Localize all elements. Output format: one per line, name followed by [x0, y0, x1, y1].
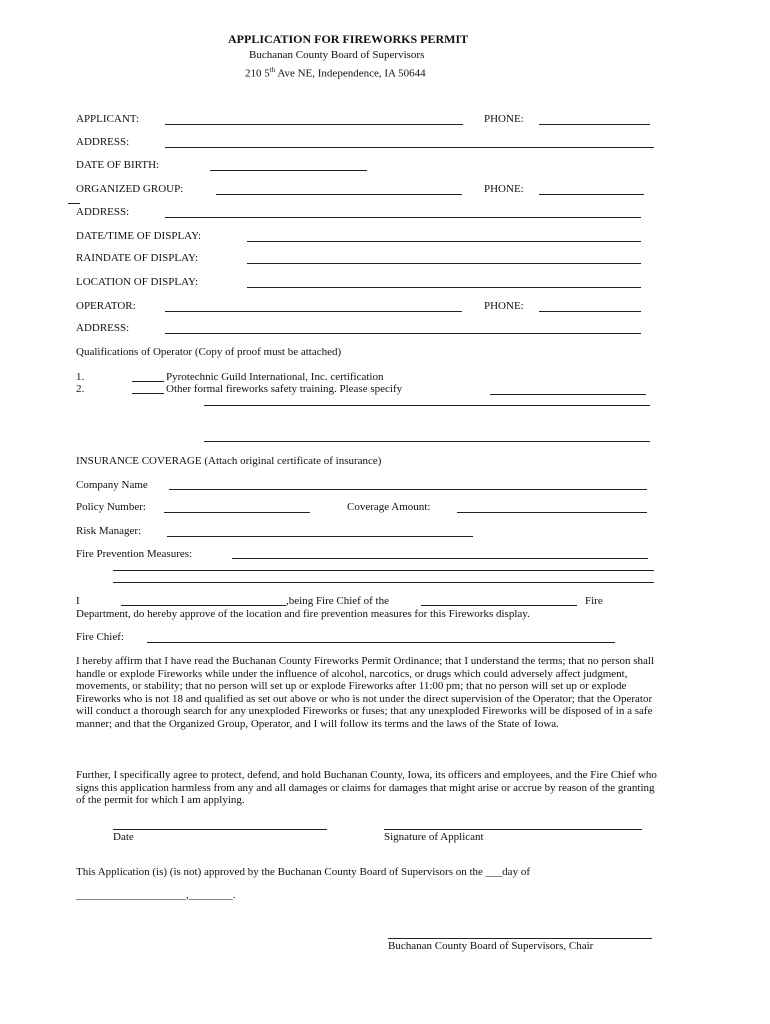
operator-phone-label: PHONE: — [484, 300, 524, 312]
location-display-field[interactable] — [247, 287, 641, 288]
policy-number-field[interactable] — [164, 512, 310, 513]
organized-group-field[interactable] — [216, 194, 462, 195]
organized-group-label: ORGANIZED GROUP: — [76, 183, 184, 195]
approval-statement: This Application (is) (is not) approved by the Buchanan County Board of Supervisors on the ___day of — [76, 866, 530, 878]
chief-being-text: ,being Fire Chief of the — [286, 595, 389, 607]
stray-mark — [68, 203, 80, 204]
applicant-field[interactable] — [165, 124, 463, 125]
applicant-address-field[interactable] — [165, 147, 654, 148]
applicant-label: APPLICANT: — [76, 113, 140, 125]
qual-item-2-number: 2. — [76, 383, 85, 395]
indemnity-paragraph: Further, I specifically agree to protect, defend, and hold Buchanan County, Iowa, its officers and employees, and the Fire Chief who signs this application harmless from any and all damages or claims for damages that might arise or accrue by reason of the granting of the permit for which I am applying. — [76, 769, 657, 807]
company-name-field[interactable] — [169, 489, 647, 490]
chief-name-field[interactable] — [121, 605, 286, 606]
date-signature-line[interactable] — [113, 829, 327, 830]
fire-prevention-line-3[interactable] — [113, 582, 654, 583]
fire-chief-label: Fire Chief: — [76, 631, 124, 643]
date-caption: Date — [113, 831, 134, 843]
qual-item-1-number: 1. — [76, 371, 85, 383]
applicant-address-label: ADDRESS: — [76, 136, 130, 148]
raindate-display-label: RAINDATE OF DISPLAY: — [76, 252, 199, 264]
group-phone-label: PHONE: — [484, 183, 524, 195]
chair-caption: Buchanan County Board of Supervisors, Chair — [388, 940, 594, 952]
operator-address-label: ADDRESS: — [76, 322, 130, 334]
applicant-phone-label: PHONE: — [484, 113, 524, 125]
chief-i: I — [76, 595, 80, 607]
operator-field[interactable] — [165, 311, 462, 312]
board-address: 210 5th Ave NE, Independence, IA 50644 — [245, 66, 426, 80]
qual-item-1-check[interactable] — [132, 381, 164, 382]
group-phone-field[interactable] — [539, 194, 644, 195]
qualifications-heading: Qualifications of Operator (Copy of proof must be attached) — [76, 346, 342, 358]
operator-phone-field[interactable] — [539, 311, 641, 312]
operator-address-field[interactable] — [165, 333, 641, 334]
qual-specify-field[interactable] — [490, 394, 646, 395]
qual-item-2-text: Other formal fireworks safety training. Please specify — [166, 383, 403, 395]
policy-number-label: Policy Number: — [76, 501, 146, 513]
coverage-amount-label: Coverage Amount: — [347, 501, 431, 513]
affirmation-paragraph: I hereby affirm that I have read the Buchanan County Fireworks Permit Ordinance; that I understand the terms; that no person shall handle or explode Fireworks while under the influence of alcohol, narcotics, or drugs which could adversely affect judgment, movements, or stability; that no person will set up or explode Fireworks after 11:00 pm; that no person will set up or explode Fireworks who is not 18 and qualified as set out above or who is not under the direct supervision of the Operator; that the Operator will conduct a thorough search for any unexploded Fireworks or fuses; that any unexploded Fireworks will be disposed of in a safe manner; and that the Organized Group, Operator, and I will follow its terms and the laws of the State of Iowa. — [76, 655, 655, 730]
chief-department-statement: Department, do hereby approve of the location and fire prevention measures for this Fireworks display. — [76, 608, 530, 620]
insurance-heading: INSURANCE COVERAGE (Attach original certificate of insurance) — [76, 455, 382, 467]
datetime-display-label: DATE/TIME OF DISPLAY: — [76, 230, 202, 242]
applicant-signature-line[interactable] — [384, 829, 642, 830]
raindate-display-field[interactable] — [247, 263, 641, 264]
operator-label: OPERATOR: — [76, 300, 136, 312]
company-name-label: Company Name — [76, 479, 148, 491]
group-address-field[interactable] — [165, 217, 641, 218]
fire-prevention-field[interactable] — [232, 558, 648, 559]
chair-signature-line[interactable] — [388, 938, 652, 939]
qual-specify-line-3[interactable] — [204, 441, 650, 442]
chief-fire-text: Fire — [585, 595, 603, 607]
applicant-signature-caption: Signature of Applicant — [384, 831, 484, 843]
qual-specify-line-2[interactable] — [204, 405, 650, 406]
location-display-label: LOCATION OF DISPLAY: — [76, 276, 199, 288]
datetime-display-field[interactable] — [247, 241, 641, 242]
dob-label: DATE OF BIRTH: — [76, 159, 160, 171]
coverage-amount-field[interactable] — [457, 512, 647, 513]
board-name: Buchanan County Board of Supervisors — [249, 49, 425, 61]
fire-prevention-label: Fire Prevention Measures: — [76, 548, 193, 560]
fire-prevention-line-2[interactable] — [113, 570, 654, 571]
fire-department-field[interactable] — [421, 605, 577, 606]
qual-item-1-text: Pyrotechnic Guild International, Inc. certification — [166, 371, 384, 383]
fire-chief-signature-field[interactable] — [147, 642, 615, 643]
qual-item-2-check[interactable] — [132, 393, 164, 394]
group-address-label: ADDRESS: — [76, 206, 130, 218]
approval-date-blanks[interactable]: ____________________,________. — [76, 889, 236, 901]
risk-manager-field[interactable] — [167, 536, 473, 537]
applicant-phone-field[interactable] — [539, 124, 650, 125]
dob-field[interactable] — [210, 170, 367, 171]
risk-manager-label: Risk Manager: — [76, 525, 142, 537]
form-title: APPLICATION FOR FIREWORKS PERMIT — [228, 32, 469, 46]
